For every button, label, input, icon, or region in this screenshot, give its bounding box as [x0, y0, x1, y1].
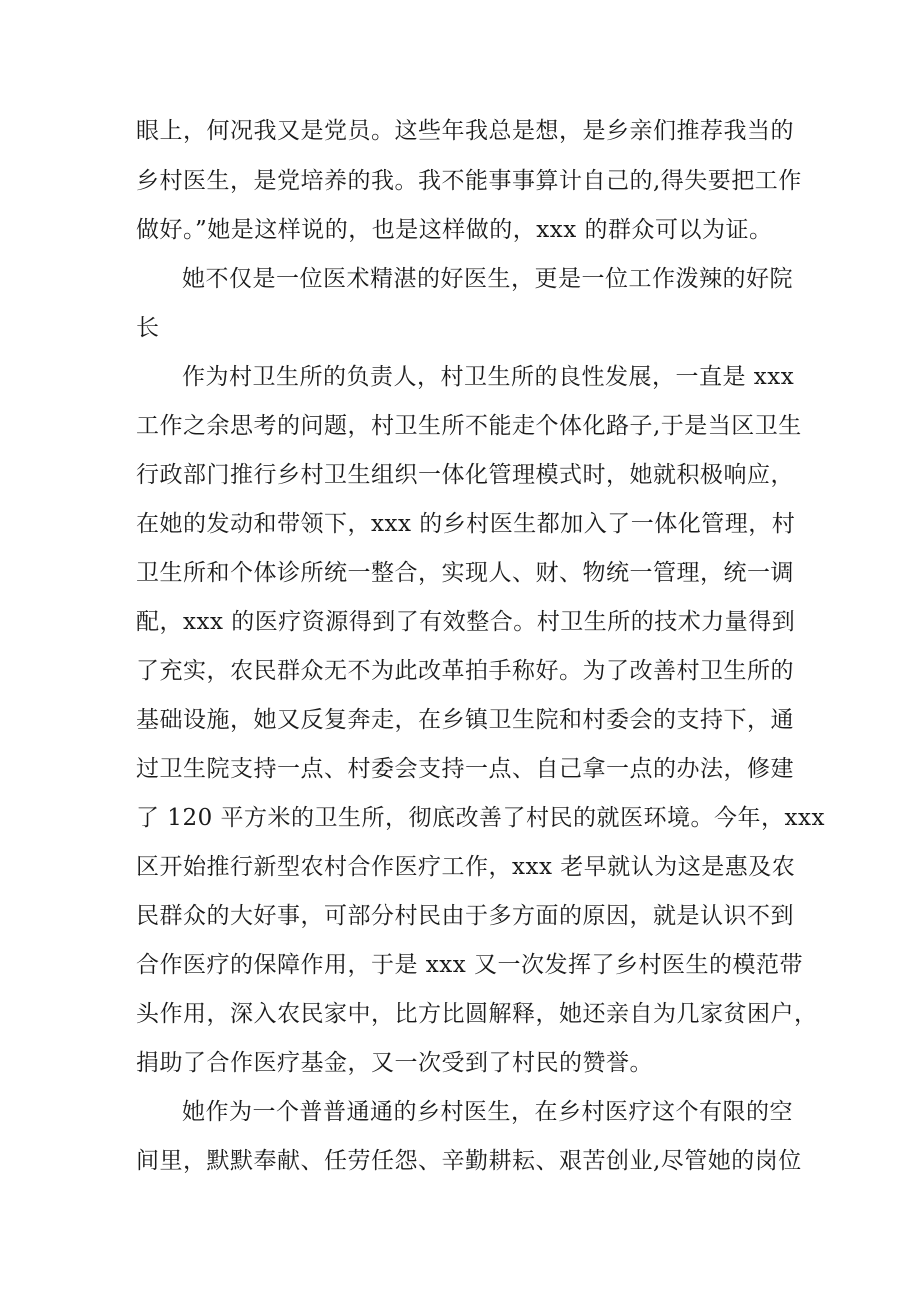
text-line: 乡村医生，是党培养的我。我不能事事算计自己的,得失要把工作	[136, 168, 802, 194]
text-line: 合作医疗的保障作用，于是 xxx 又一次发挥了乡村医生的模范带	[136, 952, 804, 978]
text-line: 头作用，深入农民家中，比方比圆解释，她还亲自为几家贫困户，	[136, 1001, 818, 1027]
text-line: 卫生所和个体诊所统一整合，实现人、财、物统一管理，统一调	[136, 560, 794, 586]
paragraph-first-line: 她不仅是一位医术精湛的好医生，更是一位工作泼辣的好院	[182, 266, 793, 292]
paragraph-first-line: 作为村卫生所的负责人，村卫生所的良性发展，一直是 xxx	[182, 364, 795, 390]
text-line: 配，xxx 的医疗资源得到了有效整合。村卫生所的技术力量得到	[136, 609, 796, 635]
text-line: 眼上，何况我又是党员。这些年我总是想，是乡亲们推荐我当的	[136, 118, 794, 144]
paragraph-first-line: 她作为一个普普通通的乡村医生，在乡村医疗这个有限的空	[182, 1099, 793, 1125]
text-line: 工作之余思考的问题，村卫生所不能走个体化路子,于是当区卫生	[136, 413, 802, 439]
text-line: 做好。”她是这样说的，也是这样做的，xxx 的群众可以为证。	[136, 217, 773, 243]
text-line: 捐助了合作医疗基金，又一次受到了村民的赞誉。	[136, 1050, 653, 1076]
text-line: 长	[136, 315, 160, 341]
text-line: 民群众的大好事，可部分村民由于多方面的原因，就是认识不到	[136, 903, 794, 929]
text-line: 在她的发动和带领下，xxx 的乡村医生都加入了一体化管理，村	[136, 511, 796, 537]
text-line: 了充实，农民群众无不为此改革拍手称好。为了改善村卫生所的	[136, 658, 794, 684]
text-line: 基础设施，她又反复奔走，在乡镇卫生院和村委会的支持下，通	[136, 707, 794, 733]
text-line: 过卫生院支持一点、村委会支持一点、自己拿一点的办法，修建	[136, 756, 794, 782]
text-line: 区开始推行新型农村合作医疗工作，xxx 老早就认为这是惠及农	[136, 854, 796, 880]
text-line: 了 120 平方米的卫生所，彻底改善了村民的就医环境。今年，xxx	[136, 805, 825, 831]
text-line: 间里，默默奉献、任劳任怨、辛勤耕耘、艰苦创业,尽管她的岗位	[136, 1148, 802, 1174]
text-line: 行政部门推行乡村卫生组织一体化管理模式时，她就积极响应，	[136, 462, 794, 488]
